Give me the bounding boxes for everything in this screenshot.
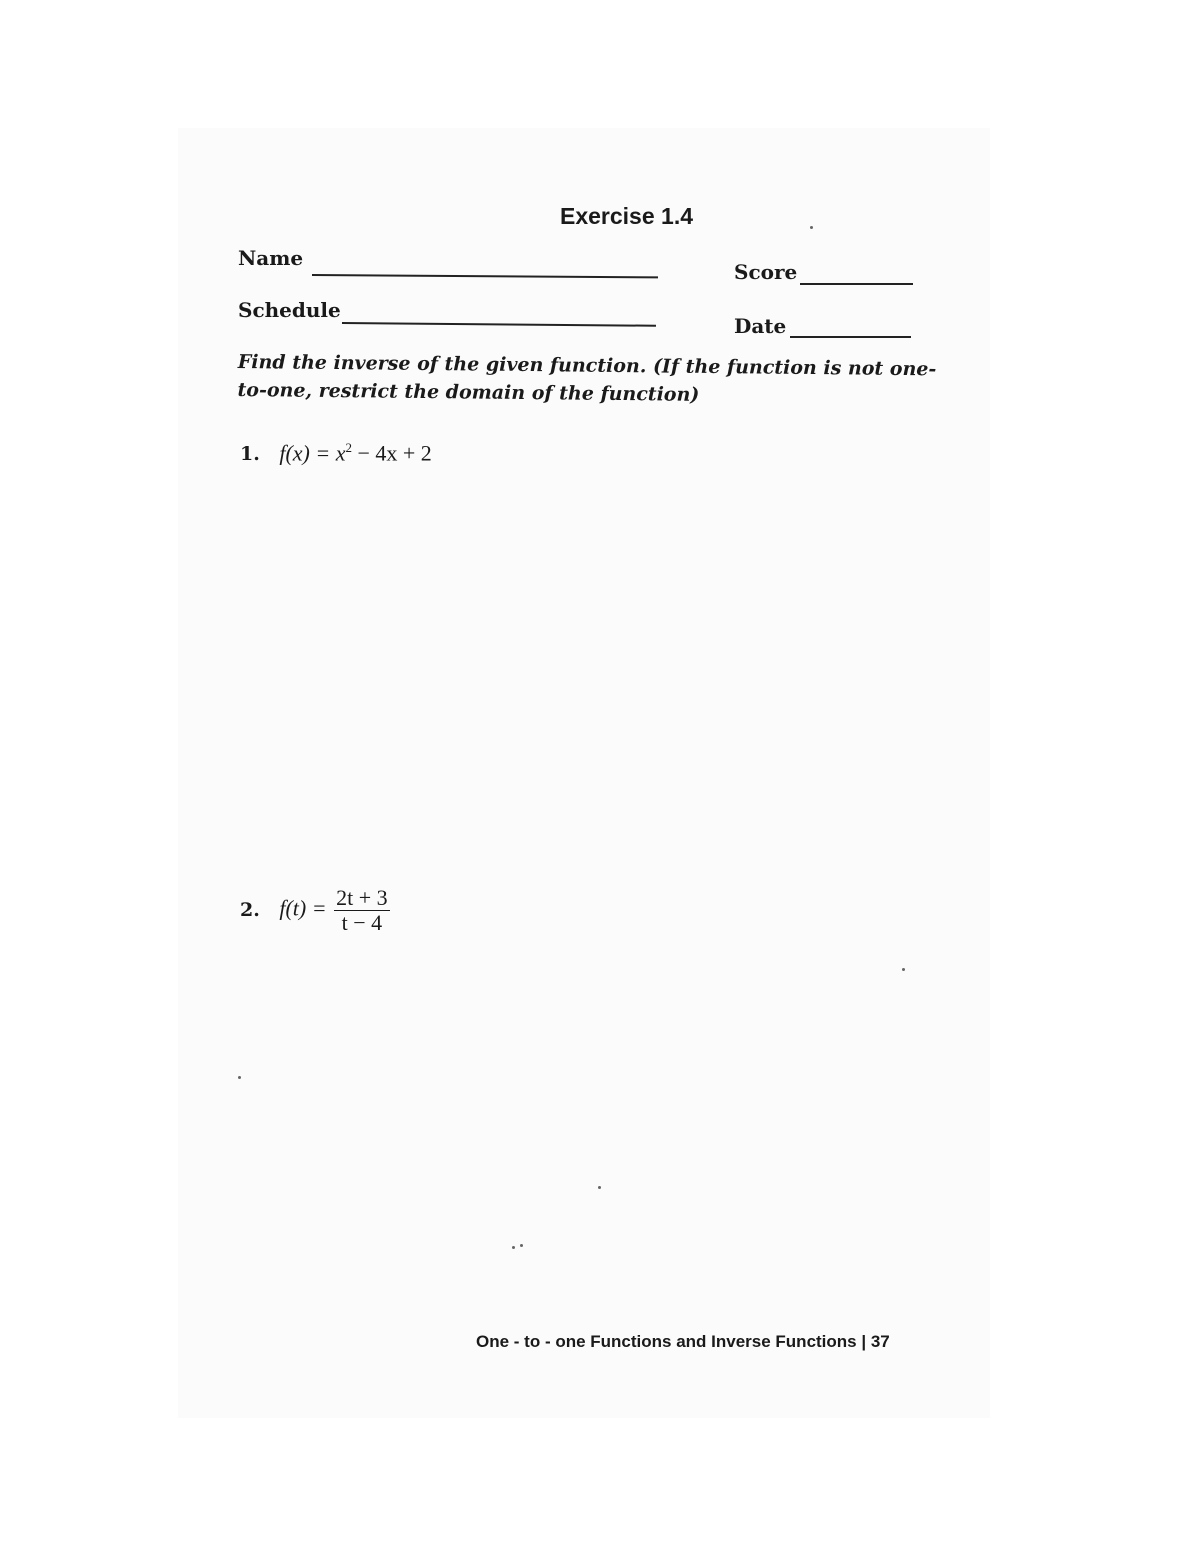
page-footer: One - to - one Functions and Inverse Functions | 37 (476, 1332, 890, 1351)
score-label: Score (734, 260, 798, 284)
paper-speck (238, 1076, 241, 1079)
problem-1-lhs: f(x) = x (279, 440, 346, 466)
date-field-line[interactable] (790, 336, 911, 338)
exercise-title: Exercise 1.4 (560, 203, 694, 229)
problem-1-exponent: 2 (345, 440, 352, 455)
paper-speck (810, 226, 813, 229)
paper-speck (512, 1246, 515, 1249)
schedule-label: Schedule (238, 298, 341, 322)
paper-speck (902, 968, 905, 971)
problem-2-lhs: f(t) = (279, 895, 327, 921)
paper-speck (520, 1244, 523, 1247)
name-label: Name (238, 246, 304, 270)
problem-1-rhs: − 4x + 2 (351, 440, 432, 466)
problem-2-number: 2. (240, 898, 260, 921)
problem-1-number: 1. (240, 443, 260, 466)
problem-2-numerator: 2t + 3 (336, 885, 388, 910)
problem-2 (240, 886, 390, 935)
problem-1 (240, 440, 432, 466)
score-field-line[interactable] (800, 283, 913, 285)
paper-speck (598, 1186, 601, 1189)
problem-2-denominator: t − 4 (341, 910, 383, 935)
problem-2-fraction (334, 886, 390, 935)
date-label: Date (734, 314, 787, 338)
instructions-text: Find the inverse of the given function. (If the function is not one-to-one, restrict the domain of the function) (237, 350, 937, 406)
